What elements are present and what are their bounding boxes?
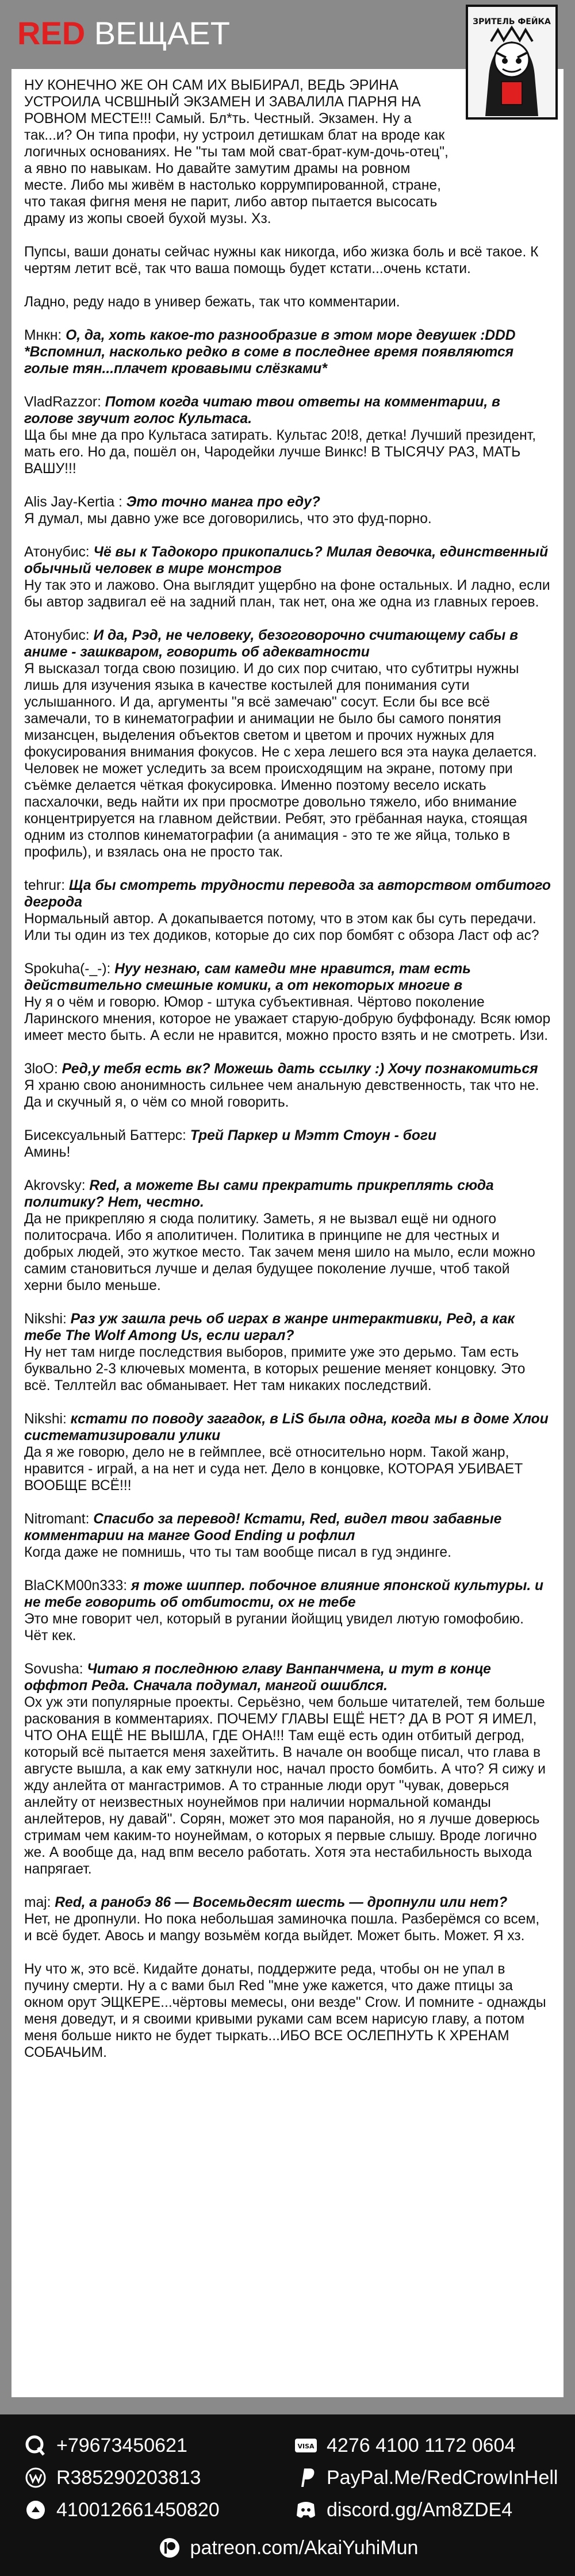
comment-question: Red, а можете Вы сами прекратить прикреплять сюда политику? Нет, честно. <box>24 1178 494 1210</box>
comment-question: Это точно манга про еду? <box>126 494 320 510</box>
comment-item <box>24 1177 551 1294</box>
comment-author: Атонубис: <box>24 544 94 560</box>
patreon-icon <box>157 2536 182 2559</box>
visa-card-icon <box>293 2434 319 2457</box>
comment-author: Nitromant: <box>24 1511 94 1527</box>
comment-answer: Ну я о чём и говорю. Юмор - штука субъективная. Чёртово поколение Ларинского мнения, которое не уважает старую-добрую буффонаду. Всяк юмор имеет место быть. А если не нравится, можно просто взять и не смотреть. Изи. <box>24 995 551 1043</box>
comment-author: tehrur: <box>24 878 69 893</box>
comment-question: я тоже шиппер. побочное влияние японской культуры. и не тебе говорить об отбитости, ох не тебе <box>24 1578 544 1610</box>
comment-author: Nikshi: <box>24 1311 71 1327</box>
comment-question: кстати по поводу загадок, в LiS была одна, когда мы в доме Хлои систематизировали улики <box>24 1411 549 1444</box>
comment-answer: Ох уж эти популярные проекты. Серьёзно, чем больше читателей, тем больше раскования в комментариях. ПОЧЕМУ ГЛАВЫ ЕЩЁ НЕТ? ДА В РОТ Я ИМЕЛ, ЧТО ОНА ЕЩЁ НЕ ВЫШЛА, ГДЕ ОНА!!! Там ещё есть один отбитый дегрод, который всё пытается меня захейтить. В начале он вообще писал, что глава в августе вышла, а как ему заткнули нос, начал просто бомбить. А что? Я сижу и жду анлейта от мангастримов. А то странные люди орут "чувак, доверься анлейту от неизвестных ноунеймов при наличии нормальной команды анлейтеров, ну давай". Сорян, может это моя паранойя, но я лучше доверюсь стримам чем каким-то ноунеймам, о которых я первые слышу. Вроде логично же. А вообще да, над впм весело работать. Хотя эта нестабильность выхода напрягает. <box>24 1695 546 1877</box>
footer-left-column <box>23 2429 220 2526</box>
comment-item <box>24 1411 551 1494</box>
comment-item <box>24 627 551 861</box>
discord-invite: discord.gg/Am8ZDE4 <box>327 2499 513 2521</box>
comment-answer: Я высказал тогда свою позицию. И до сих пор считаю, что субтитры нужны лишь для изучения языка в качестве костылей для понимания сути услышанного. И да, аргументы "я всё замечаю" сосут. Если бы все всё замечали, то в кинематографии и анимации не было бы самого понятия мизансцен, выделения объектов светом и цветом и прочих нужных для фокусирования внимания фокусов. Не с хера лешего вся эта наука делается. Человек не может уследить за всем происходящим на экране, потому при съёмке делается чёткая фокусировка. Именно поэтому весело искать пасхалочки, ведь найти их при просмотре довольно тяжело, ибо внимание концентрируется на главном действии. Ребят, это грёбанная наука, стоящая одним из столпов кинематографии (а анимация - это те же яйца, только в профиль), и взялась она не просто так. <box>24 661 537 860</box>
comment-item <box>24 1894 551 1944</box>
comment-answer: Нет, не дропнули. Но пока небольшая заминочка пошла. Разберёмся со всем, и всё будет. Авось и маngу возьмём когда выйдет. Может быть. Может. Я хз. <box>24 1911 540 1944</box>
comment-author: Атонубис: <box>24 628 94 643</box>
comment-question: Чё вы к Тадокоро прикопались? Милая девочка, единственный обычный человек в мире монстров <box>24 544 549 577</box>
webmoney-item[interactable] <box>23 2462 220 2494</box>
mascot-illustration <box>466 5 558 120</box>
comment-item <box>24 1577 551 1644</box>
paypal-icon <box>293 2466 319 2489</box>
comment-question: Трей Паркер и Мэтт Стоун - боги <box>190 1128 437 1143</box>
comment-author: Nikshi: <box>24 1411 71 1427</box>
comment-item <box>24 1661 551 1878</box>
comment-answer: Да не прикрепляю я сюда политику. Заметь, я не вызвал ещё ни одного политосрача. Ибо я аполитичен. Политика в принципе не для честных и добрых людей, это жуткое место. Так зачем меня шило на мыло, если можно самим становиться лучше и делая будущее поколение лучше, чтоб такой херни было меньше. <box>24 1211 535 1293</box>
brand-red: RED <box>17 15 86 51</box>
comment-answer: Аминь! <box>24 1145 71 1160</box>
visa-item[interactable] <box>293 2429 558 2462</box>
brand-rest: ВЕЩАЕТ <box>85 15 230 51</box>
qiwi-item[interactable] <box>23 2429 220 2462</box>
paypal-link: PayPal.Me/RedCrowInHell <box>327 2467 558 2489</box>
comment-author: Бисексуальный Баттерс: <box>24 1128 190 1143</box>
header <box>0 0 575 69</box>
paypal-item[interactable] <box>293 2462 558 2494</box>
comment-question: Ща бы смотреть трудности перевода за авторством отбитого дегрода <box>24 878 551 910</box>
visa-card-number: 4276 4100 1172 0604 <box>327 2435 516 2456</box>
comment-question-rest: *Вспомнил, насколько редко в соме в последнее время появляются голые тян...плачет кровавыми слёзками* <box>24 344 514 377</box>
comment-question: Ред,у тебя есть вк? Можешь дать ссылку :) Хочу познакомиться <box>62 1061 538 1077</box>
comment-author: BlaCKM00n333: <box>24 1578 131 1594</box>
yandex-wallet: 410012661450820 <box>56 2499 220 2521</box>
comment-question: Red, а ранобэ 86 — Восемьдесят шесть — дропнули или нет? <box>55 1895 508 1910</box>
webmoney-icon <box>23 2466 48 2489</box>
comments-list <box>24 327 551 1944</box>
footer-right-column <box>293 2429 558 2526</box>
comment-item <box>24 877 551 944</box>
qiwi-number: +79673450621 <box>56 2435 187 2456</box>
comment-answer: Это мне говорит чел, который в ругании йойщиц увидел лютую гомофобию. Чёт кек. <box>24 1611 524 1644</box>
comment-answer: Ща бы мне да про Культаса затирать. Культас 20!8, детка! Лучший президент, мать его. Но да, пошёл он, Чародейки лучше Винкс! В ТЫСЯЧУ РАЗ, МАТЬ ВАШУ!!! <box>24 428 536 477</box>
comment-author: Spokuha(-_-): <box>24 961 115 977</box>
donations-paragraph: Пупсы, ваши донаты сейчас нужны как никогда, ибо жизка боль и всё такое. К чертям летит всё, так что ваша помощь будет кстати...очень кстати. <box>24 244 539 277</box>
comment-author: Akrovsky: <box>24 1178 90 1193</box>
comment-answer: Ну нет там нигде последствия выборов, примите уже это дерьмо. Там есть буквально 2-3 ключевых момента, в которых решение меняет концовку. Это всё. Теллтейл вас обманывает. Нет там никаких последствий. <box>24 1345 526 1393</box>
comment-author: 3loO: <box>24 1061 62 1077</box>
comment-author: Мнкн: <box>24 328 66 343</box>
comment-item <box>24 494 551 527</box>
comment-answer: Нормальный автор. А докапывается потому, что в этом как бы суть передачи. Или ты один из тех додиков, которые до сих пор бомбят с обзора Ласт оф ас? <box>24 911 539 943</box>
comment-item <box>24 327 551 377</box>
comment-answer: Да я же говорю, дело не в геймплее, всё относительно норм. Такой жанр, нравится - играй, а на нет и суда нет. Дело в концовке, КОТОРАЯ УБИВАЕТ ВООБЩЕ ВСЁ!!! <box>24 1445 523 1494</box>
comment-author: Alis Jay-Kertia : <box>24 494 126 510</box>
brand-title <box>17 16 230 51</box>
svg-text:VISA: VISA <box>297 2443 315 2450</box>
comment-question: Потом когда читаю твои ответы на комментарии, в голове звучит голос Культаса. <box>24 394 500 427</box>
yandex-item[interactable] <box>23 2494 220 2526</box>
comment-author: Sovusha: <box>24 1661 87 1677</box>
webmoney-purse: R385290203813 <box>56 2467 201 2489</box>
intro-caps: НУ КОНЕЧНО ЖЕ ОН САМ ИХ ВЫБИРАЛ, ВЕДЬ ЭРИНА УСТРОИЛА ЧСВШНЫЙ ЭКЗАМЕН И ЗАВАЛИЛА ПАРНЯ НА РОВНОМ МЕСТЕ!!! <box>24 78 421 126</box>
discord-item[interactable] <box>293 2494 558 2526</box>
comment-item <box>24 394 551 477</box>
qiwi-icon <box>23 2434 48 2457</box>
comment-question: Раз уж зашла речь об играх в жанре интерактивки, Ред, а как тебе The Wolf Among Us, если играл? <box>24 1311 515 1343</box>
univer-paragraph: Ладно, реду надо в универ бежать, так что комментарии. <box>24 294 400 310</box>
comment-question: Читаю я последнюю главу Ванпанчмена, и тут в конце оффтоп Реда. Сначала подумал, мангой ошиблся. <box>24 1661 491 1694</box>
comment-answer: Ну так это и лажово. Она выглядит ущербно на фоне остальных. И ладно, если бы автор задвигал её на задний план, так нет, она же одна из главных героев. <box>24 578 550 610</box>
comment-item <box>24 1127 551 1161</box>
mascot-label: ЗРИТЕЛЬ ФЕЙКА <box>473 17 551 26</box>
comment-author: maj: <box>24 1895 55 1910</box>
comment-question: Нуу незнаю, сам камеди мне нравится, там есть действительно смешные комики, а от некоторых многие в <box>24 961 471 993</box>
comment-author: VladRazzor: <box>24 394 105 410</box>
comment-question: Спасибо за перевод! Кстати, Red, видел твои забавные комментарии на манге Good Ending и рофлил <box>24 1511 502 1544</box>
patreon-item[interactable] <box>0 2536 575 2559</box>
article-body <box>12 69 564 2397</box>
comment-item <box>24 961 551 1044</box>
yandex-money-icon <box>23 2498 48 2521</box>
patreon-link: patreon.com/AkaiYuhiMun <box>190 2536 419 2559</box>
mascot-drawing <box>468 7 555 117</box>
comment-item <box>24 1311 551 1394</box>
intro-text: Самый. Бл*ть. Честный. Экзамен. Ну а так...и? Он типа профи, ну устроил детишкам блат на вроде как логичных основаниях. Не "ты там мой сват-брат-кум-дочь-отец", а явно по навыкам. Но давайте замутим драмы на ровном месте. Либо мы живём в настолько коррумпированной, стране, что такая фигня меня не парит, либо автор пытается высосать драму из жопы своей бухой музы. Хз. <box>24 111 448 226</box>
comment-question: О, да, хоть какое-то разнообразие в этом море девушек :DDD <box>66 328 516 343</box>
footer-donation-links <box>0 2414 575 2576</box>
comment-item <box>24 1511 551 1561</box>
discord-icon <box>293 2498 319 2521</box>
comment-answer: Когда даже не помнишь, что ты там вообще писал в гуд эндинге. <box>24 1545 451 1560</box>
comment-answer: Я храню свою анонимность сильнее чем анальную девственность, так что не. Да и скучный я, о чём со мной говорить. <box>24 1078 539 1110</box>
comment-item <box>24 1061 551 1111</box>
comment-item <box>24 544 551 611</box>
comment-answer: Я думал, мы давно уже все договорились, что это фуд-порно. <box>24 511 432 527</box>
closing-paragraph: Ну что ж, это всё. Кидайте донаты, поддержите реда, чтобы он не упал в пучину смерти. Ну а с вами был Red "мне уже кажется, что даже птицы за окном орут ЭЩКЕРЕ...чёртовы мемесы, они везде" Crow. И помните - однажды меня доведут, и я своими кривыми руками сам всем нарисую главу, а потом меня больше никто не будет тыркать...ИБО ВСЕ ОСЛЕПНУТЬ К ХРЕНАМ СОБАЧЬИМ. <box>24 1961 546 2060</box>
comment-question: И да, Рэд, не человеку, безоговорочно считающему сабы в аниме - зашкваром, говорить об адекватности <box>24 628 518 660</box>
